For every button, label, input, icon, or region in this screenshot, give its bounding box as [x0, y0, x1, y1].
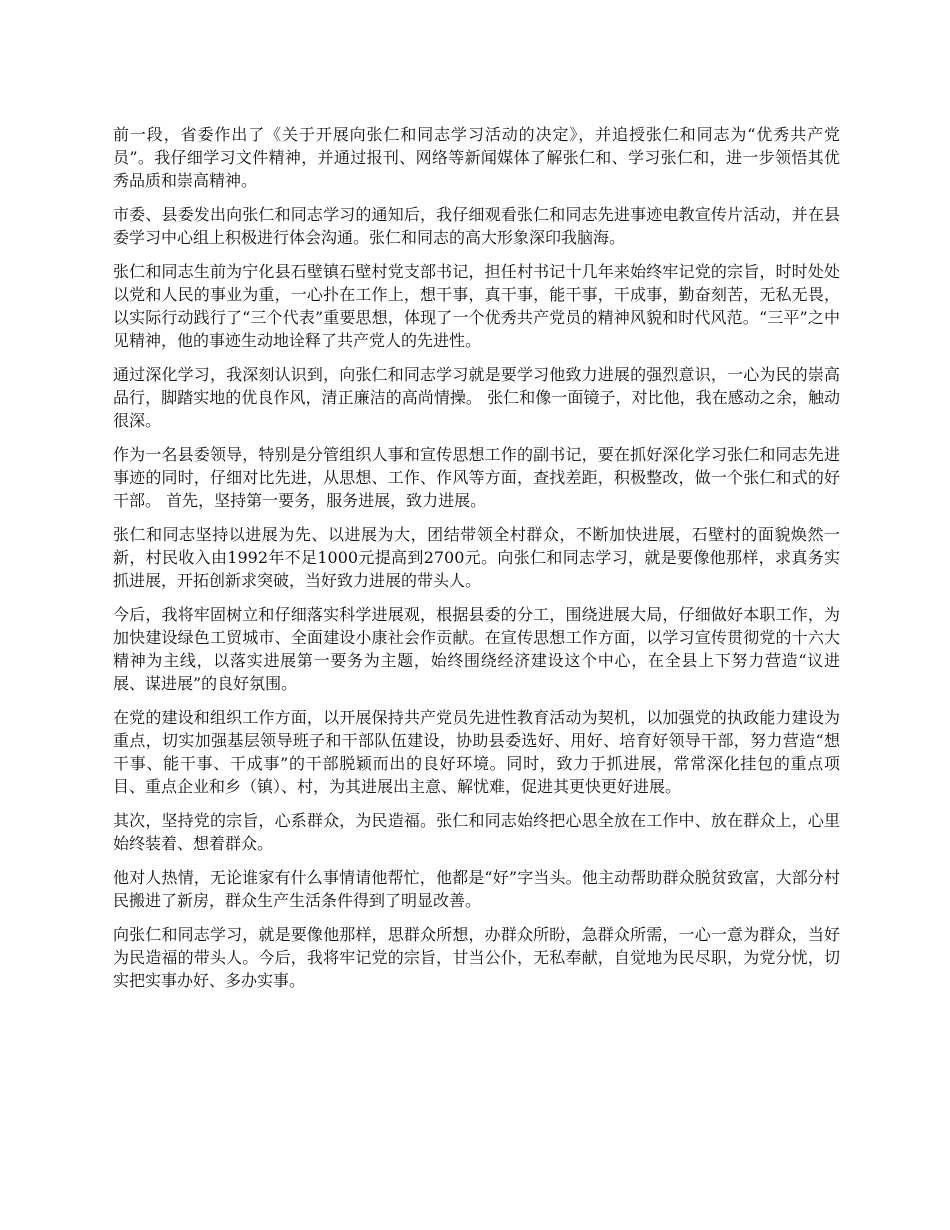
paragraph-3: 张仁和同志生前为宁化县石壁镇石壁村党支部书记，担任村书记十几年来始终牢记党的宗旨，时时处处以党和人民的事业为重，一心扑在工作上，想干事，真干事，能干事，干成事，勤奋刻苦，无私无畏，以实际行动践行了“三个代表”重要思想，体现了一个优秀共产党员的精神风貌和时代风范。“三平”之中见精神，他的事迹生动地诠释了共产党人的先进性。 — [113, 262, 840, 350]
paragraph-7: 今后，我将牢固树立和仔细落实科学进展观，根据县委的分工，围绕进展大局，仔细做好本职工作，为加快建设绿色工贸城市、全面建设小康社会作贡献。在宣传思想工作方面，以学习宣传贯彻党的十六大精神为主线，以落实进展第一要务为主题，始终围绕经济建设这个中心，在全县上下努力营造“议进展、谋进展”的良好氛围。 — [113, 605, 840, 693]
paragraph-4: 通过深化学习，我深刻认识到，向张仁和同志学习就是要学习他致力进展的强烈意识，一心为民的崇高品行，脚踏实地的优良作风，清正廉洁的高尚情操。 张仁和像一面镜子，对比他，我在感动之余，触动很深。 — [113, 365, 840, 430]
paragraph-2: 市委、县委发出向张仁和同志学习的通知后，我仔细观看张仁和同志先进事迹电教宣传片活动，并在县委学习中心组上积极进行体会沟通。张仁和同志的高大形象深印我脑海。 — [113, 205, 840, 247]
paragraph-9: 其次，坚持党的宗旨，心系群众，为民造福。张仁和同志始终把心思全放在工作中、放在群众上，心里始终装着、想着群众。 — [113, 811, 840, 853]
paragraph-6: 张仁和同志坚持以进展为先、以进展为大，团结带领全村群众，不断加快进展，石壁村的面貌焕然一新，村民收入由1992年不足1000元提高到2700元。向张仁和同志学习，就是要像他那样，求真务实抓进展，开拓创新求突破，当好致力进展的带头人。 — [113, 525, 840, 590]
paragraph-1: 前一段，省委作出了《关于开展向张仁和同志学习活动的决定》，并追授张仁和同志为“优秀共产党员”。我仔细学习文件精神，并通过报刊、网络等新闻媒体了解张仁和、学习张仁和，进一步领悟其优秀品质和崇高精神。 — [113, 125, 840, 190]
paragraph-8: 在党的建设和组织工作方面，以开展保持共产党员先进性教育活动为契机，以加强党的执政能力建设为重点，切实加强基层领导班子和干部队伍建设，协助县委选好、用好、培育好领导干部，努力营造“想干事、能干事、干成事”的干部脱颖而出的良好环境。同时，致力于抓进展，常常深化挂包的重点项目、重点企业和乡（镇）、村，为其进展出主意、解忧难，促进其更快更好进展。 — [113, 708, 840, 796]
paragraph-11: 向张仁和同志学习，就是要像他那样，思群众所想，办群众所盼，急群众所需，一心一意为群众，当好为民造福的带头人。今后，我将牢记党的宗旨，甘当公仆，无私奉献，自觉地为民尽职，为党分忧，切实把实事办好、多办实事。 — [113, 925, 840, 990]
document-body — [113, 123, 840, 1003]
paragraph-5: 作为一名县委领导，特别是分管组织人事和宣传思想工作的副书记，要在抓好深化学习张仁和同志先进事迹的同时，仔细对比先进，从思想、工作、作风等方面，查找差距，积极整改，做一个张仁和式的好干部。 首先，坚持第一要务，服务进展，致力进展。 — [113, 445, 840, 510]
paragraph-10: 他对人热情，无论谁家有什么事情请他帮忙，他都是“好”字当头。他主动帮助群众脱贫致富，大部分村民搬进了新房，群众生产生活条件得到了明显改善。 — [113, 868, 840, 910]
